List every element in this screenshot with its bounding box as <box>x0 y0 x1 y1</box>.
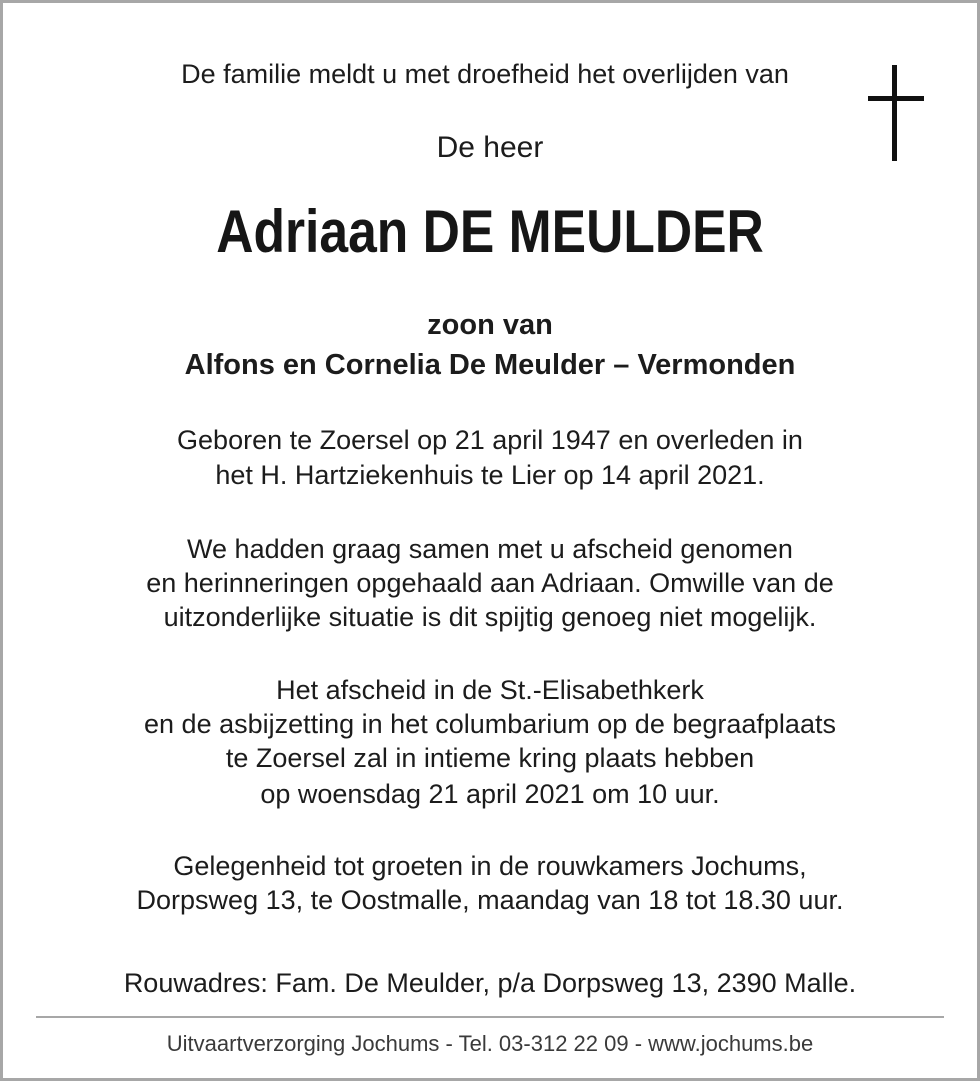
visitation-line-2: Dorpsweg 13, te Oostmalle, maandag van 18 tot 18.30 uur. <box>136 885 844 915</box>
title-text: De heer <box>436 131 544 164</box>
relation-text: zoon van <box>427 309 553 341</box>
footer-divider <box>36 1016 944 1018</box>
deceased-name: Adriaan DE MEULDER <box>216 198 764 265</box>
parents-names: Alfons en Cornelia De Meulder – Vermonden <box>184 349 796 381</box>
mourning-address: Rouwadres: Fam. De Meulder, p/a Dorpsweg 13, 2390 Malle. <box>123 968 857 998</box>
ceremony-line-1: Het afscheid in de St.-Elisabethkerk <box>276 675 704 705</box>
ceremony-line-2: en de asbijzetting in het columbarium op de begraafplaats <box>144 709 836 739</box>
funeral-home-footer: Uitvaartverzorging Jochums - Tel. 03-312 22 09 - www.jochums.be <box>166 1031 814 1056</box>
visitation-line-1: Gelegenheid tot groeten in de rouwkamers Jochums, <box>173 851 807 881</box>
message-line-1: We hadden graag samen met u afscheid genomen <box>187 534 793 564</box>
birth-line-1: Geboren te Zoersel op 21 april 1947 en overleden in <box>177 425 803 455</box>
ceremony-line-3: te Zoersel zal in intieme kring plaats hebben <box>225 743 755 773</box>
ceremony-line-4: op woensdag 21 april 2021 om 10 uur. <box>260 779 720 809</box>
message-line-3: uitzonderlijke situatie is dit spijtig genoeg niet mogelijk. <box>163 602 817 632</box>
message-line-2: en herinneringen opgehaald aan Adriaan. Omwille van de <box>146 568 834 598</box>
intro-text: De familie meldt u met droefheid het overlijden van <box>181 59 789 89</box>
birth-line-2: het H. Hartziekenhuis te Lier op 14 april 2021. <box>215 460 765 490</box>
